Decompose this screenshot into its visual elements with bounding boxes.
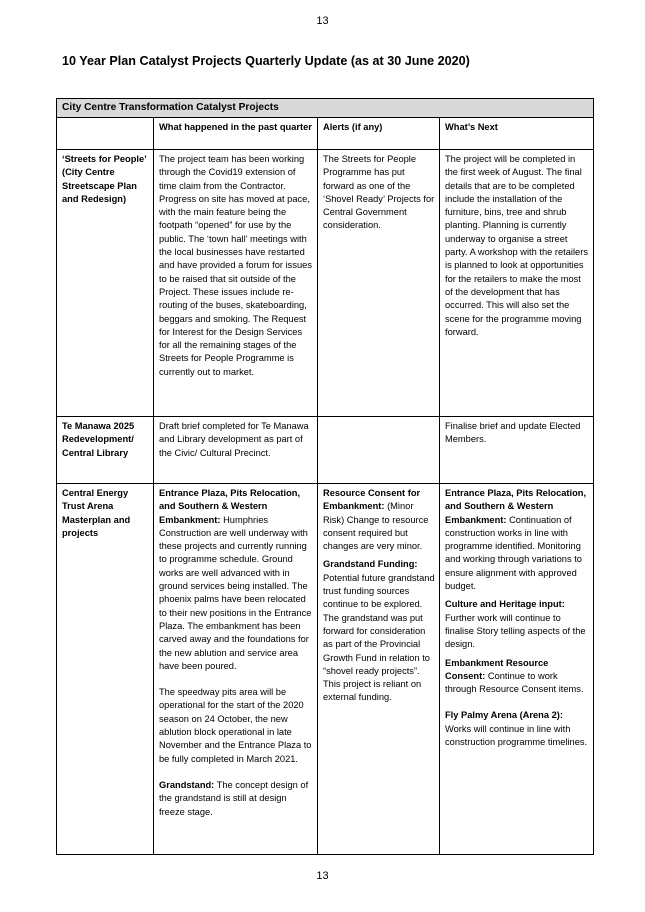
subheading: Fly Palmy Arena (Arena 2):	[445, 710, 563, 721]
page-number-top: 13	[316, 15, 329, 27]
project-name: Central Energy Trust Arena Masterplan and projects	[57, 484, 154, 855]
alerts-cell: The Streets for People Programme has put forward as one of the ‘Shovel Ready’ Projects for Central Government consideration.	[318, 150, 440, 417]
body-text: Continuation of construction works in line with programme identified. Monitoring and working through variations to ensure alignment with approved budget.	[445, 514, 582, 592]
whats-next-cell: Finalise brief and update Elected Members.	[440, 417, 594, 484]
body-text: Potential future grandstand trust funding sources continue to be explored. The grandstand was put forward for consideration as part of the Provincial Growth Fund in relation to “shovel ready projects”. This project is reliant on external funding.	[323, 572, 435, 703]
whats-next-cell: The project will be completed in the first week of August. The final details that are to be completed include the installation of the furniture, bins, tree and shrub planting. Planning is currently underway to organise a street party. A workshop with the retailers is planned to look at opportunities for the retailers to make the most of the development that has occurred. This will also set the scene for the programme moving forward.	[440, 150, 594, 417]
paragraph	[159, 686, 313, 766]
alerts-cell	[318, 417, 440, 484]
subheading: Entrance Plaza, Pits Relocation, and Southern & Western Embankment:	[445, 488, 587, 525]
document-title: 10 Year Plan Catalyst Projects Quarterly Update (as at 30 June 2020)	[62, 54, 470, 68]
body-text: (Minor Risk) Change to resource consent required but changes are very minor.	[323, 501, 429, 552]
catalyst-projects-table	[56, 98, 594, 855]
subheading: Embankment Resource Consent:	[445, 657, 549, 681]
table-header-row	[57, 118, 594, 150]
project-name: Te Manawa 2025 Redevelopment/ Central Library	[57, 417, 154, 484]
subheading: Grandstand:	[159, 779, 215, 790]
header-alerts: Alerts (if any)	[318, 118, 440, 150]
paragraph	[445, 487, 589, 593]
project-name: ‘Streets for People’ (City Centre Streetscape Plan and Redesign)	[57, 150, 154, 417]
paragraph	[159, 779, 313, 819]
subheading: Entrance Plaza, Pits Relocation, and Southern & Western Embankment:	[159, 488, 301, 525]
body-text: Humphries Construction are well underway with these projects and currently running to programme schedule. Ground works are well advanced with in ground services being installed. The phoenix palms have been relocated to their new positions in the Entrance Plaza. The embankment has been carved away and the foundations for the new ablution and service area have been poured.	[159, 514, 312, 671]
body-text: Works will continue in line with construction programme timelines.	[445, 723, 588, 748]
table-section-banner	[57, 99, 594, 118]
past-quarter-cell	[154, 484, 318, 855]
paragraph	[323, 487, 435, 553]
alerts-cell	[318, 484, 440, 855]
paragraph	[445, 709, 589, 749]
subheading: Resource Consent for Embankment:	[323, 488, 421, 512]
page-number-bottom: 13	[316, 870, 329, 882]
header-project	[57, 118, 154, 150]
subheading: Culture and Heritage input:	[445, 599, 565, 610]
table-row-central-energy-trust-arena	[57, 484, 594, 855]
table-row-streets-for-people	[57, 150, 594, 417]
paragraph	[159, 487, 313, 673]
body-text: The speedway pits area will be operational for the start of the 2020 season on 24 October, the new ablution block operational in late November and the Entrance Plaza to be fully completed in March 2021.	[159, 687, 312, 764]
body-text: Continue to work through Resource Consent items.	[445, 670, 584, 695]
past-quarter-cell: Draft brief completed for Te Manawa and Library development as part of the Civic/ Cultural Precinct.	[154, 417, 318, 484]
section-title: City Centre Transformation Catalyst Projects	[57, 99, 594, 118]
header-past-quarter: What happened in the past quarter	[154, 118, 318, 150]
paragraph	[445, 598, 589, 651]
paragraph	[323, 558, 435, 704]
table-row-te-manawa	[57, 417, 594, 484]
header-whats-next: What’s Next	[440, 118, 594, 150]
body-text: The concept design of the grandstand is still at design freeze stage.	[159, 779, 309, 817]
paragraph	[445, 657, 589, 697]
subheading: Grandstand Funding:	[323, 559, 418, 570]
past-quarter-cell: The project team has been working through the Covid19 extension of time claim from the Contractor. Progress on site has moved at pace, with the main feature being the footpath “opened” for use by the public. The ‘town hall’ meetings with the local businesses have restarted and have provided a forum for issues to be raised that sit outside of the Project. These issues include re-routing of the buses, skateboarding, beggars and smoking. The Request for Interest for the Design Services for all the remaining stages of the Streets for People Programme is currently out to market.	[154, 150, 318, 417]
body-text: Further work will continue to finalise Story telling aspects of the design.	[445, 612, 586, 650]
whats-next-cell	[440, 484, 594, 855]
